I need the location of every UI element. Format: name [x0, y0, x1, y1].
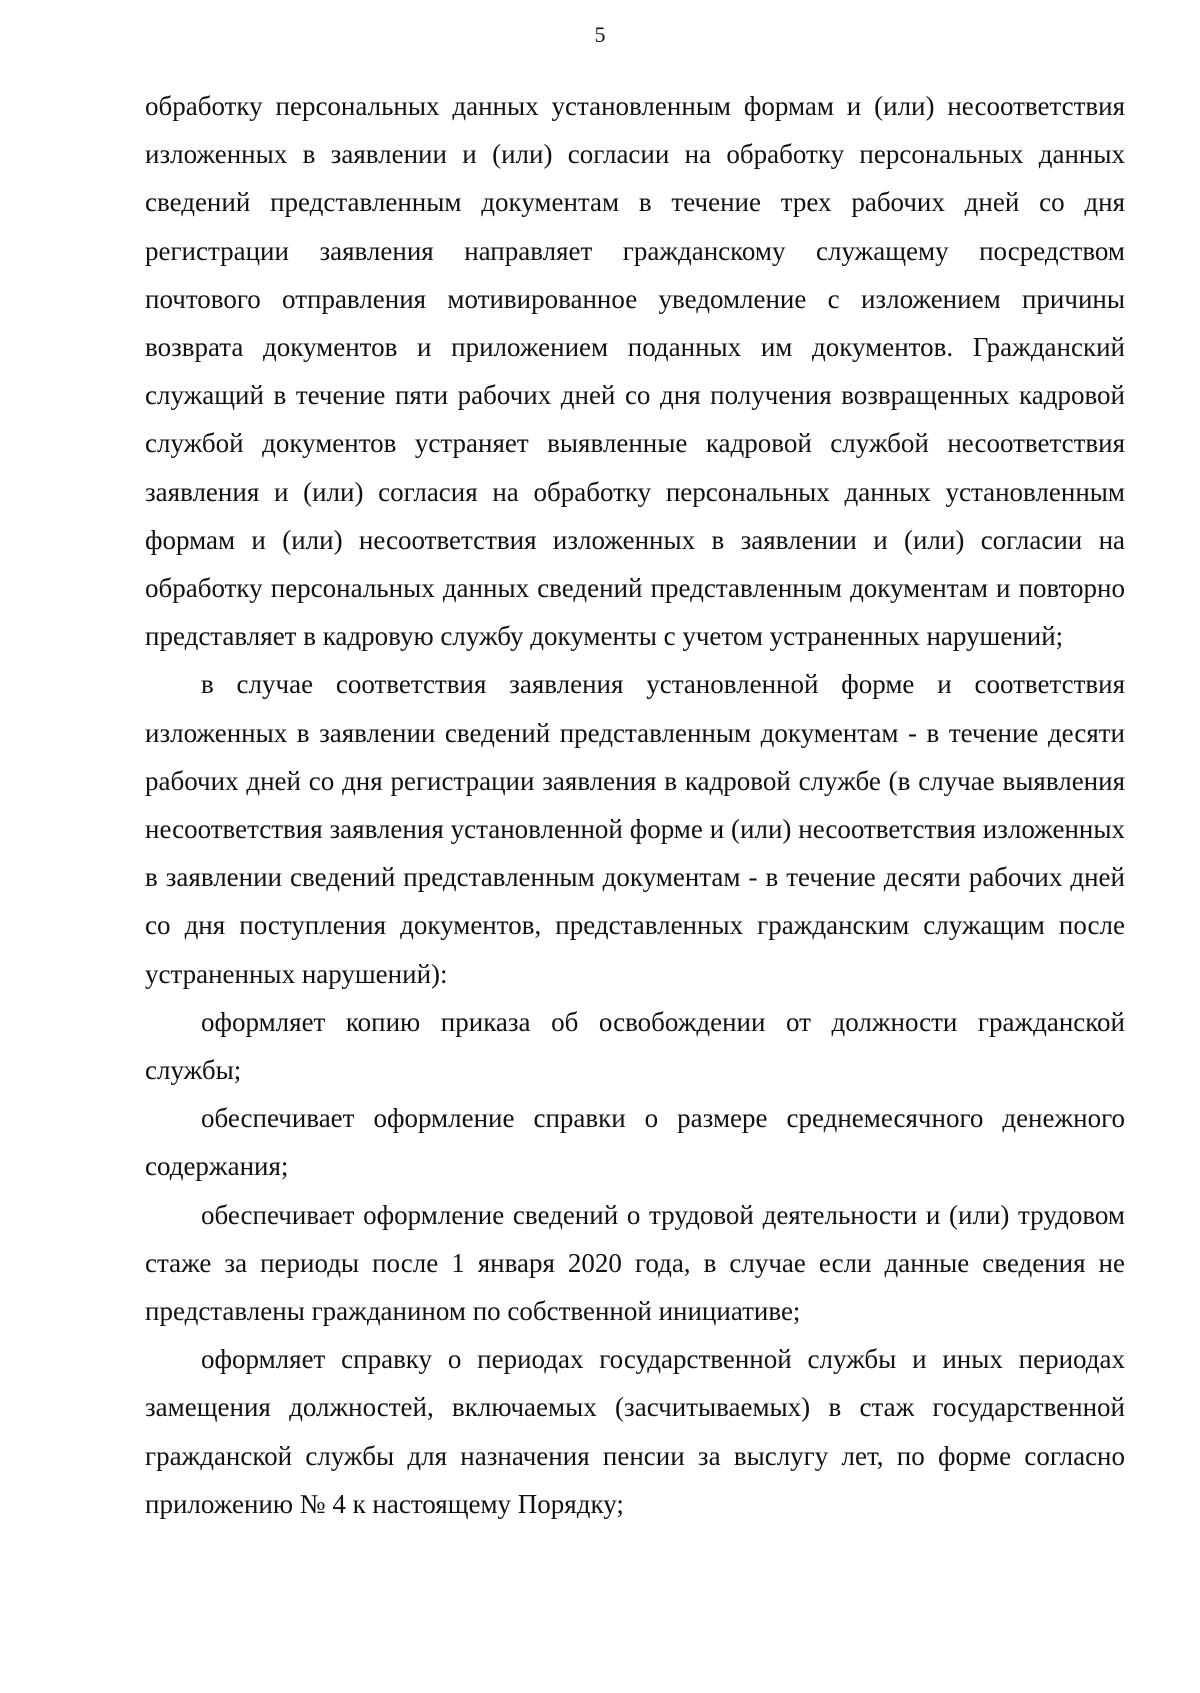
paragraph-salary-certificate: обеспечивает оформление справки о размере среднемесячного денежного содержания; [145, 1103, 1125, 1182]
paragraph-service-periods: оформляет справку о периодах государственной службы и иных периодах замещения должностей, включаемых (засчитываемых) в стаж государственной гражданской службы для назначения пенсии за выслугу лет, по форме согласно приложению № 4 к настоящему Порядку; [145, 1344, 1125, 1519]
paragraph-labor-info: обеспечивает оформление сведений о трудовой деятельности и (или) трудовом стаже за периоды после 1 января 2020 года, в случае если данные сведения не представлены гражданином по собственной инициативе; [145, 1199, 1125, 1327]
paragraph-order-copy: оформляет копию приказа об освобождении от должности гражданской службы; [145, 1006, 1125, 1086]
document-body [145, 82, 1125, 1528]
page-number: 5 [594, 22, 606, 47]
paragraph-case-compliance: в случае соответствия заявления установленной форме и соответствия изложенных в заявлении сведений представленным документам - в течение десяти рабочих дней со дня регистрации заявления в кадровой службе (в случае выявления несоответствия заявления установленной форме и (или) несоответствия изложенных в заявлении сведений представленным документам - в течение десяти рабочих дней со дня поступления документов, представленных гражданским служащим после устраненных нарушений): [145, 669, 1125, 989]
paragraph-continuation: обработку персональных данных установленным формам и (или) несоответствия изложенных в заявлении и (или) согласии на обработку персональных данных сведений представленным документам в течение трех рабочих дней со дня регистрации заявления направляет гражданскому служащему посредством почтового отправления мотивированное уведомление с изложением причины возврата документов и приложением поданных им документов. Гражданский служащий в течение пяти рабочих дней со дня получения возвращенных кадровой службой документов устраняет выявленные кадровой службой несоответствия заявления и (или) согласия на обработку персональных данных установленным формам и (или) несоответствия изложенных в заявлении и (или) согласии на обработку персональных данных сведений представленным документам и повторно представляет в кадровую службу документы с учетом устраненных нарушений; [145, 91, 1125, 652]
